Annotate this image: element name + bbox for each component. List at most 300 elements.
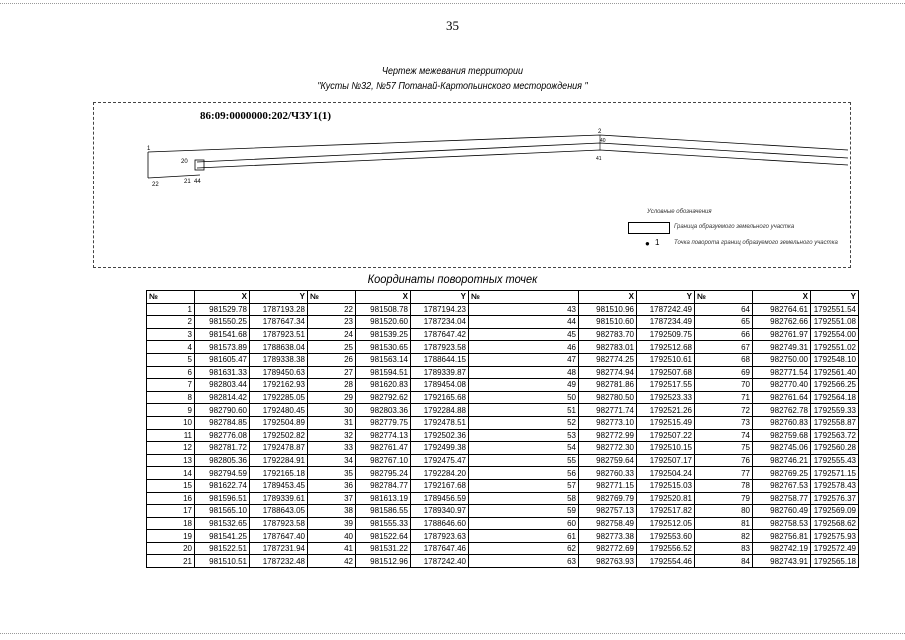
point-number-cell: 19 — [147, 530, 195, 543]
x-coordinate-cell: 982762.66 — [753, 316, 811, 329]
point-number-cell: 12 — [147, 442, 195, 455]
point-number-cell: 75 — [695, 442, 753, 455]
y-coordinate-cell: 1792551.54 — [811, 303, 859, 316]
y-coordinate-cell: 1787194.23 — [411, 303, 469, 316]
col-header-x: X — [579, 291, 637, 304]
y-coordinate-cell: 1792523.33 — [637, 391, 695, 404]
x-coordinate-cell: 982771.74 — [579, 404, 637, 417]
y-coordinate-cell: 1788638.04 — [250, 341, 308, 354]
x-coordinate-cell: 981596.51 — [195, 492, 250, 505]
x-coordinate-cell: 981573.89 — [195, 341, 250, 354]
top-border-line — [0, 3, 905, 4]
point-number-cell: 10 — [147, 416, 195, 429]
point-number-cell: 67 — [695, 341, 753, 354]
x-coordinate-cell: 982781.72 — [195, 442, 250, 455]
table-row — [147, 505, 859, 518]
point-number-cell: 51 — [469, 404, 579, 417]
point-number-cell: 5 — [147, 353, 195, 366]
point-number-cell: 44 — [469, 316, 579, 329]
x-coordinate-cell: 982784.77 — [356, 479, 411, 492]
point-number-cell: 49 — [469, 379, 579, 392]
y-coordinate-cell: 1792568.62 — [811, 517, 859, 530]
point-number-cell: 59 — [469, 505, 579, 518]
map-label: 41 — [596, 156, 602, 162]
y-coordinate-cell: 1792559.33 — [811, 404, 859, 417]
map-label: 44 — [194, 179, 201, 185]
x-coordinate-cell: 982776.08 — [195, 429, 250, 442]
y-coordinate-cell: 1787242.40 — [411, 555, 469, 568]
x-coordinate-cell: 982764.61 — [753, 303, 811, 316]
y-coordinate-cell: 1787231.94 — [250, 542, 308, 555]
table-row — [147, 353, 859, 366]
y-coordinate-cell: 1787923.51 — [250, 328, 308, 341]
y-coordinate-cell: 1792554.00 — [811, 328, 859, 341]
point-number-cell: 54 — [469, 442, 579, 455]
x-coordinate-cell: 981622.74 — [195, 479, 250, 492]
point-number-cell: 71 — [695, 391, 753, 404]
point-number-cell: 69 — [695, 366, 753, 379]
point-number-cell: 46 — [469, 341, 579, 354]
x-coordinate-cell: 982743.91 — [753, 555, 811, 568]
point-number-cell: 37 — [308, 492, 356, 505]
point-number-cell: 56 — [469, 467, 579, 480]
table-row — [147, 429, 859, 442]
coordinates-title: Координаты поворотных точек — [367, 272, 538, 286]
point-number-cell: 82 — [695, 530, 753, 543]
y-coordinate-cell: 1792569.09 — [811, 505, 859, 518]
x-coordinate-cell: 982794.59 — [195, 467, 250, 480]
y-coordinate-cell: 1787647.40 — [250, 530, 308, 543]
point-number-cell: 11 — [147, 429, 195, 442]
legend-point-label: Точка поворота границ образуемого земельного участка — [674, 240, 838, 246]
y-coordinate-cell: 1792517.55 — [637, 379, 695, 392]
x-coordinate-cell: 981586.55 — [356, 505, 411, 518]
y-coordinate-cell: 1792478.87 — [250, 442, 308, 455]
point-number-cell: 17 — [147, 505, 195, 518]
x-coordinate-cell: 981508.78 — [356, 303, 411, 316]
y-coordinate-cell: 1792504.24 — [637, 467, 695, 480]
y-coordinate-cell: 1788643.05 — [250, 505, 308, 518]
point-number-cell: 47 — [469, 353, 579, 366]
x-coordinate-cell: 982762.78 — [753, 404, 811, 417]
map-label: 21 — [184, 179, 191, 185]
x-coordinate-cell: 981539.25 — [356, 328, 411, 341]
x-coordinate-cell: 982761.97 — [753, 328, 811, 341]
point-number-cell: 81 — [695, 517, 753, 530]
x-coordinate-cell: 982758.49 — [579, 517, 637, 530]
y-coordinate-cell: 1792284.91 — [250, 454, 308, 467]
x-coordinate-cell: 982773.38 — [579, 530, 637, 543]
y-coordinate-cell: 1792551.02 — [811, 341, 859, 354]
table-row — [147, 316, 859, 329]
y-coordinate-cell: 1792167.68 — [411, 479, 469, 492]
table-row — [147, 555, 859, 568]
point-number-cell: 41 — [308, 542, 356, 555]
point-number-cell: 39 — [308, 517, 356, 530]
x-coordinate-cell: 982795.24 — [356, 467, 411, 480]
y-coordinate-cell: 1792512.05 — [637, 517, 695, 530]
point-number-cell: 24 — [308, 328, 356, 341]
x-coordinate-cell: 982760.49 — [753, 505, 811, 518]
point-number-cell: 2 — [147, 316, 195, 329]
col-header-y: Y — [637, 291, 695, 304]
table-row — [147, 442, 859, 455]
x-coordinate-cell: 982759.64 — [579, 454, 637, 467]
y-coordinate-cell: 1787647.42 — [411, 328, 469, 341]
point-number-cell: 55 — [469, 454, 579, 467]
point-number-cell: 70 — [695, 379, 753, 392]
y-coordinate-cell: 1788646.60 — [411, 517, 469, 530]
y-coordinate-cell: 1792504.89 — [250, 416, 308, 429]
y-coordinate-cell: 1792284.88 — [411, 404, 469, 417]
table-row — [147, 328, 859, 341]
x-coordinate-cell: 981510.96 — [579, 303, 637, 316]
point-number-cell: 27 — [308, 366, 356, 379]
y-coordinate-cell: 1792515.49 — [637, 416, 695, 429]
y-coordinate-cell: 1792165.68 — [411, 391, 469, 404]
point-number-cell: 20 — [147, 542, 195, 555]
point-number-cell: 72 — [695, 404, 753, 417]
drawing-subtitle: "Кусты №32, №57 Потанай-Картопьинского месторождения " — [317, 81, 588, 92]
y-coordinate-cell: 1789453.45 — [250, 479, 308, 492]
col-header-x: X — [195, 291, 250, 304]
point-number-cell: 58 — [469, 492, 579, 505]
y-coordinate-cell: 1792548.10 — [811, 353, 859, 366]
y-coordinate-cell: 1792475.47 — [411, 454, 469, 467]
x-coordinate-cell: 981594.51 — [356, 366, 411, 379]
y-coordinate-cell: 1787647.34 — [250, 316, 308, 329]
x-coordinate-cell: 982774.25 — [579, 353, 637, 366]
y-coordinate-cell: 1792576.37 — [811, 492, 859, 505]
x-coordinate-cell: 982758.77 — [753, 492, 811, 505]
table-header-row — [147, 291, 859, 304]
x-coordinate-cell: 981532.65 — [195, 517, 250, 530]
x-coordinate-cell: 981529.78 — [195, 303, 250, 316]
point-number-cell: 68 — [695, 353, 753, 366]
y-coordinate-cell: 1792499.38 — [411, 442, 469, 455]
point-number-cell: 36 — [308, 479, 356, 492]
point-number-cell: 84 — [695, 555, 753, 568]
x-coordinate-cell: 982792.62 — [356, 391, 411, 404]
table-row — [147, 404, 859, 417]
map-label: 22 — [152, 182, 159, 188]
y-coordinate-cell: 1792162.93 — [250, 379, 308, 392]
y-coordinate-cell: 1787234.49 — [637, 316, 695, 329]
y-coordinate-cell: 1789339.87 — [411, 366, 469, 379]
table-row — [147, 341, 859, 354]
legend-point-number: 1 — [655, 238, 660, 247]
y-coordinate-cell: 1792561.40 — [811, 366, 859, 379]
point-number-cell: 61 — [469, 530, 579, 543]
y-coordinate-cell: 1792285.05 — [250, 391, 308, 404]
y-coordinate-cell: 1787923.58 — [250, 517, 308, 530]
drawing-title: Чертеж межевания территории — [381, 66, 524, 77]
point-number-cell: 38 — [308, 505, 356, 518]
col-header-y: Y — [411, 291, 469, 304]
point-number-cell: 52 — [469, 416, 579, 429]
legend-boundary-label: Граница образуемого земельного участка — [674, 224, 795, 230]
point-number-cell: 22 — [308, 303, 356, 316]
x-coordinate-cell: 981541.25 — [195, 530, 250, 543]
x-coordinate-cell: 982803.44 — [195, 379, 250, 392]
map-label: 40 — [600, 138, 606, 144]
x-coordinate-cell: 982757.13 — [579, 505, 637, 518]
point-number-cell: 53 — [469, 429, 579, 442]
x-coordinate-cell: 982770.40 — [753, 379, 811, 392]
point-number-cell: 65 — [695, 316, 753, 329]
y-coordinate-cell: 1787193.28 — [250, 303, 308, 316]
table-row — [147, 467, 859, 480]
point-number-cell: 45 — [469, 328, 579, 341]
point-number-cell: 48 — [469, 366, 579, 379]
point-number-cell: 3 — [147, 328, 195, 341]
legend-title: Условные обозначения — [647, 209, 712, 215]
y-coordinate-cell: 1792575.93 — [811, 530, 859, 543]
y-coordinate-cell: 1792555.43 — [811, 454, 859, 467]
y-coordinate-cell: 1792520.81 — [637, 492, 695, 505]
y-coordinate-cell: 1789338.38 — [250, 353, 308, 366]
map-label: 1 — [147, 146, 151, 152]
y-coordinate-cell: 1792510.61 — [637, 353, 695, 366]
y-coordinate-cell: 1792517.82 — [637, 505, 695, 518]
x-coordinate-cell: 982779.75 — [356, 416, 411, 429]
map-label: 20 — [181, 159, 188, 165]
y-coordinate-cell: 1787923.63 — [411, 530, 469, 543]
y-coordinate-cell: 1787234.04 — [411, 316, 469, 329]
point-number-cell: 32 — [308, 429, 356, 442]
table-row — [147, 479, 859, 492]
point-number-cell: 35 — [308, 467, 356, 480]
table-row — [147, 492, 859, 505]
parcel-id: 86:09:0000000:202/ЧЗУ1(1) — [200, 110, 332, 122]
x-coordinate-cell: 982774.94 — [579, 366, 637, 379]
point-number-cell: 30 — [308, 404, 356, 417]
point-number-cell: 57 — [469, 479, 579, 492]
point-number-cell: 31 — [308, 416, 356, 429]
y-coordinate-cell: 1787923.58 — [411, 341, 469, 354]
x-coordinate-cell: 982780.50 — [579, 391, 637, 404]
point-number-cell: 77 — [695, 467, 753, 480]
x-coordinate-cell: 982760.83 — [753, 416, 811, 429]
point-number-cell: 21 — [147, 555, 195, 568]
x-coordinate-cell: 981531.22 — [356, 542, 411, 555]
point-number-cell: 9 — [147, 404, 195, 417]
x-coordinate-cell: 982760.33 — [579, 467, 637, 480]
x-coordinate-cell: 982805.36 — [195, 454, 250, 467]
y-coordinate-cell: 1792521.26 — [637, 404, 695, 417]
point-number-cell: 66 — [695, 328, 753, 341]
point-number-cell: 18 — [147, 517, 195, 530]
x-coordinate-cell: 981530.65 — [356, 341, 411, 354]
point-number-cell: 6 — [147, 366, 195, 379]
col-header-num: № — [469, 291, 579, 304]
x-coordinate-cell: 981522.64 — [356, 530, 411, 543]
point-number-cell: 28 — [308, 379, 356, 392]
table-row — [147, 391, 859, 404]
col-header-num: № — [695, 291, 753, 304]
y-coordinate-cell: 1792578.43 — [811, 479, 859, 492]
x-coordinate-cell: 982769.25 — [753, 467, 811, 480]
col-header-x: X — [356, 291, 411, 304]
x-coordinate-cell: 982773.10 — [579, 416, 637, 429]
x-coordinate-cell: 981565.10 — [195, 505, 250, 518]
point-number-cell: 73 — [695, 416, 753, 429]
x-coordinate-cell: 982803.36 — [356, 404, 411, 417]
x-coordinate-cell: 981512.96 — [356, 555, 411, 568]
point-number-cell: 23 — [308, 316, 356, 329]
point-number-cell: 34 — [308, 454, 356, 467]
y-coordinate-cell: 1792551.08 — [811, 316, 859, 329]
col-header-y: Y — [250, 291, 308, 304]
y-coordinate-cell: 1789456.59 — [411, 492, 469, 505]
x-coordinate-cell: 981555.33 — [356, 517, 411, 530]
y-coordinate-cell: 1792564.18 — [811, 391, 859, 404]
point-number-cell: 8 — [147, 391, 195, 404]
y-coordinate-cell: 1792554.46 — [637, 555, 695, 568]
x-coordinate-cell: 981605.47 — [195, 353, 250, 366]
y-coordinate-cell: 1792502.36 — [411, 429, 469, 442]
y-coordinate-cell: 1792507.17 — [637, 454, 695, 467]
col-header-num: № — [308, 291, 356, 304]
x-coordinate-cell: 982772.69 — [579, 542, 637, 555]
y-coordinate-cell: 1792502.82 — [250, 429, 308, 442]
x-coordinate-cell: 981613.19 — [356, 492, 411, 505]
y-coordinate-cell: 1789450.63 — [250, 366, 308, 379]
x-coordinate-cell: 982756.81 — [753, 530, 811, 543]
point-number-cell: 15 — [147, 479, 195, 492]
x-coordinate-cell: 982767.10 — [356, 454, 411, 467]
table-row — [147, 416, 859, 429]
point-number-cell: 13 — [147, 454, 195, 467]
map-label: 2 — [598, 129, 602, 135]
y-coordinate-cell: 1788644.15 — [411, 353, 469, 366]
x-coordinate-cell: 982750.00 — [753, 353, 811, 366]
y-coordinate-cell: 1789339.61 — [250, 492, 308, 505]
x-coordinate-cell: 981550.25 — [195, 316, 250, 329]
x-coordinate-cell: 981522.51 — [195, 542, 250, 555]
point-number-cell: 43 — [469, 303, 579, 316]
y-coordinate-cell: 1789340.97 — [411, 505, 469, 518]
y-coordinate-cell: 1792571.15 — [811, 467, 859, 480]
bottom-border-line — [0, 633, 905, 634]
point-number-cell: 79 — [695, 492, 753, 505]
coordinates-table — [146, 290, 859, 568]
x-coordinate-cell: 981541.68 — [195, 328, 250, 341]
col-header-num: № — [147, 291, 195, 304]
y-coordinate-cell: 1792566.25 — [811, 379, 859, 392]
x-coordinate-cell: 982758.53 — [753, 517, 811, 530]
point-number-cell: 7 — [147, 379, 195, 392]
point-number-cell: 16 — [147, 492, 195, 505]
y-coordinate-cell: 1792558.87 — [811, 416, 859, 429]
point-number-cell: 63 — [469, 555, 579, 568]
x-coordinate-cell: 982781.86 — [579, 379, 637, 392]
page-number: 35 — [446, 18, 459, 33]
point-number-cell: 60 — [469, 517, 579, 530]
point-number-cell: 40 — [308, 530, 356, 543]
x-coordinate-cell: 982774.13 — [356, 429, 411, 442]
col-header-x: X — [753, 291, 811, 304]
y-coordinate-cell: 1787242.49 — [637, 303, 695, 316]
y-coordinate-cell: 1792480.45 — [250, 404, 308, 417]
x-coordinate-cell: 981563.14 — [356, 353, 411, 366]
x-coordinate-cell: 981631.33 — [195, 366, 250, 379]
table-row — [147, 454, 859, 467]
point-number-cell: 80 — [695, 505, 753, 518]
x-coordinate-cell: 982763.93 — [579, 555, 637, 568]
x-coordinate-cell: 982742.19 — [753, 542, 811, 555]
point-number-cell: 50 — [469, 391, 579, 404]
y-coordinate-cell: 1792509.75 — [637, 328, 695, 341]
point-number-cell: 25 — [308, 341, 356, 354]
x-coordinate-cell: 982745.06 — [753, 442, 811, 455]
point-number-cell: 64 — [695, 303, 753, 316]
y-coordinate-cell: 1792478.51 — [411, 416, 469, 429]
y-coordinate-cell: 1792560.28 — [811, 442, 859, 455]
y-coordinate-cell: 1789454.08 — [411, 379, 469, 392]
point-number-cell: 62 — [469, 542, 579, 555]
x-coordinate-cell: 981520.60 — [356, 316, 411, 329]
x-coordinate-cell: 982772.30 — [579, 442, 637, 455]
table-row — [147, 366, 859, 379]
point-number-cell: 29 — [308, 391, 356, 404]
x-coordinate-cell: 981510.60 — [579, 316, 637, 329]
table-row — [147, 530, 859, 543]
point-number-cell: 4 — [147, 341, 195, 354]
table-body — [147, 303, 859, 567]
y-coordinate-cell: 1792284.20 — [411, 467, 469, 480]
y-coordinate-cell: 1792510.15 — [637, 442, 695, 455]
x-coordinate-cell: 982767.53 — [753, 479, 811, 492]
point-number-cell: 14 — [147, 467, 195, 480]
point-number-cell: 83 — [695, 542, 753, 555]
point-number-cell: 1 — [147, 303, 195, 316]
table-row — [147, 303, 859, 316]
legend-point-icon: ● — [645, 239, 650, 248]
y-coordinate-cell: 1792507.68 — [637, 366, 695, 379]
x-coordinate-cell: 982761.64 — [753, 391, 811, 404]
x-coordinate-cell: 982771.15 — [579, 479, 637, 492]
x-coordinate-cell: 982771.54 — [753, 366, 811, 379]
x-coordinate-cell: 982814.42 — [195, 391, 250, 404]
x-coordinate-cell: 982761.47 — [356, 442, 411, 455]
x-coordinate-cell: 982759.68 — [753, 429, 811, 442]
point-number-cell: 78 — [695, 479, 753, 492]
point-number-cell: 26 — [308, 353, 356, 366]
y-coordinate-cell: 1792572.49 — [811, 542, 859, 555]
point-number-cell: 76 — [695, 454, 753, 467]
x-coordinate-cell: 982783.70 — [579, 328, 637, 341]
x-coordinate-cell: 982790.60 — [195, 404, 250, 417]
x-coordinate-cell: 982783.01 — [579, 341, 637, 354]
y-coordinate-cell: 1792165.18 — [250, 467, 308, 480]
point-number-cell: 74 — [695, 429, 753, 442]
x-coordinate-cell: 982769.79 — [579, 492, 637, 505]
x-coordinate-cell: 982746.21 — [753, 454, 811, 467]
y-coordinate-cell: 1792515.03 — [637, 479, 695, 492]
y-coordinate-cell: 1787232.48 — [250, 555, 308, 568]
point-number-cell: 42 — [308, 555, 356, 568]
y-coordinate-cell: 1792507.22 — [637, 429, 695, 442]
x-coordinate-cell: 981510.51 — [195, 555, 250, 568]
table-row — [147, 517, 859, 530]
y-coordinate-cell: 1792556.52 — [637, 542, 695, 555]
y-coordinate-cell: 1787647.46 — [411, 542, 469, 555]
x-coordinate-cell: 982784.85 — [195, 416, 250, 429]
y-coordinate-cell: 1792565.18 — [811, 555, 859, 568]
y-coordinate-cell: 1792512.68 — [637, 341, 695, 354]
x-coordinate-cell: 982749.31 — [753, 341, 811, 354]
